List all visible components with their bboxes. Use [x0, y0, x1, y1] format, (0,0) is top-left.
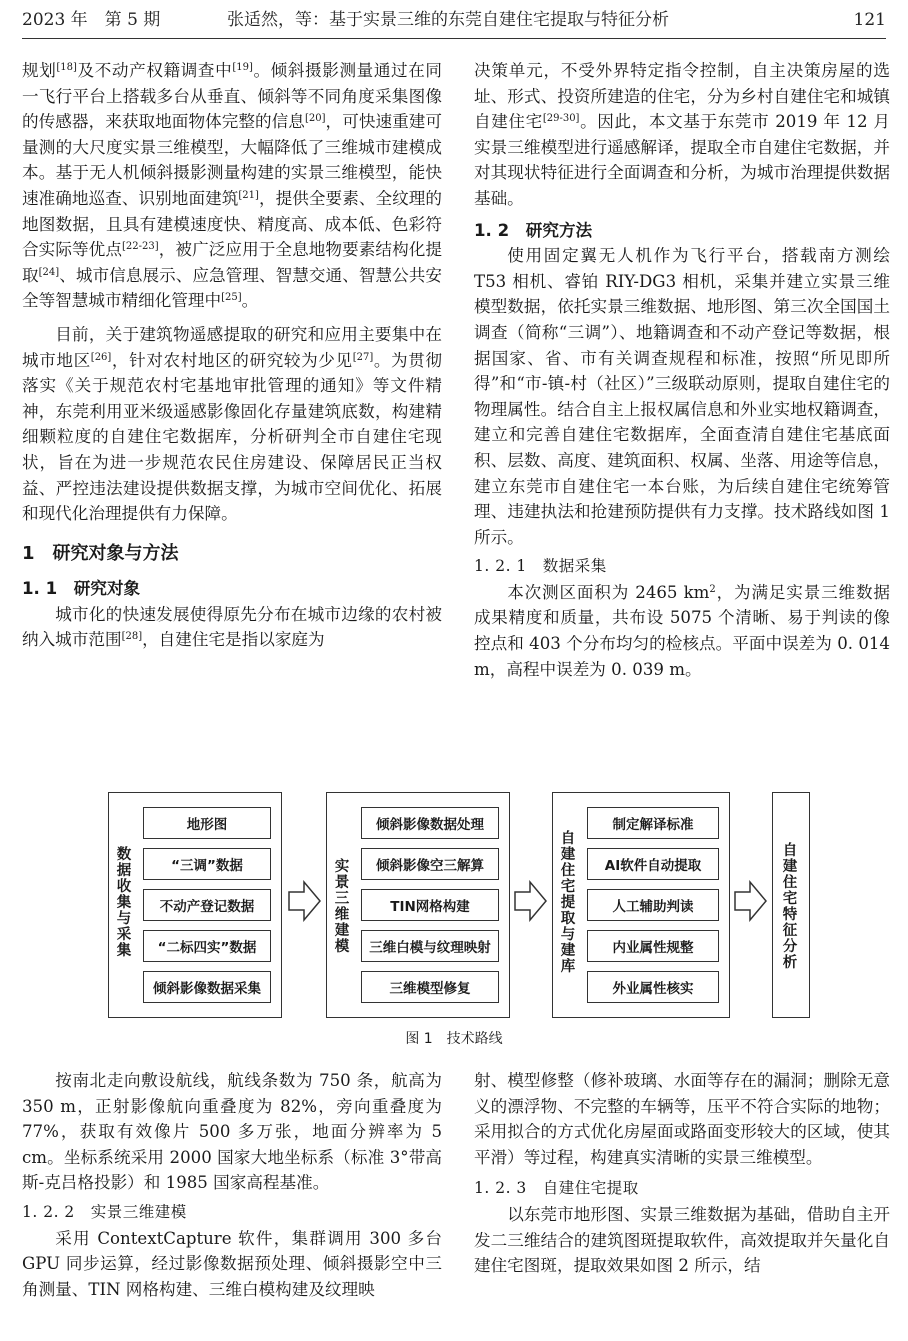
fig-box-office-attribute: 内业属性规整 [587, 930, 719, 962]
citation: [29-30] [542, 113, 580, 125]
left-column-top [22, 58, 442, 653]
section-heading-1-2: 1. 2 研究方法 [474, 220, 593, 240]
section-heading-1-2-1: 1. 2. 1 数据采集 [474, 557, 607, 576]
section-heading-1-1: 1. 1 研究对象 [22, 579, 141, 599]
fig-box-two-marks-four-facts: “二标四实”数据 [143, 930, 271, 962]
superscript-2: 2 [709, 583, 716, 595]
paragraph-current-research: 目前，关于建筑物遥感提取的研究和应用主要集中在城市地区[26]，针对农村地区的研究较为少见[27]。为贯彻落实《关于规范农村宅基地审批管理的通知》等文件精神，东莞利用亚米级遥感影像固化存量建筑底数，构建精细颗粒度的自建住宅数据库，分析研判全市自建住宅现状，旨在为进一步规范农民住房建设、保障居民正当权益、严控违法建设提供数据支撑，为城市空间优化、拓展和现代化治理提供有力保障。 [22, 324, 443, 524]
fig-group-data-collection [108, 792, 282, 1018]
fig-group-label: 自建住宅提取与建库 [560, 831, 576, 975]
citation: [22-23] [122, 241, 159, 253]
fig-arrow-3 [734, 880, 768, 922]
citation: [27] [352, 351, 374, 363]
fig-group-label: 实景三维建模 [334, 859, 350, 955]
citation: [26] [90, 351, 112, 363]
journal-issue: 2023 年 第 5 期 [22, 10, 161, 30]
fig-box-model-repair: 三维模型修复 [361, 971, 499, 1003]
paragraph-oblique-photography: 规划[18]及不动产权籍调查中[19]。倾斜摄影测量通过在同一飞行平台上搭载多台从垂直、倾斜等不同角度采集图像的传感器，来获取地面物体完整的信息[20]，可快速重建可量测的大尺度实景三维模型，大幅降低了三维城市建模成本。基于无人机倾斜摄影测量构建的实景三维模型，能快速准确地巡查、识别地面建筑[21]，提供全要素、全纹理的地图数据，且具有建模速度快、精度高、成本低、色彩符合实际等优点[22-23]，被广泛应用于全息地物要素结构化提取[24]、城市信息展示、应急管理、智慧交通、智慧公共安全等智慧城市精细化管理中[25]。 [22, 61, 443, 311]
header-rule [22, 38, 886, 39]
page-number: 121 [853, 10, 886, 30]
paragraph-data-collection: 本次测区面积为 2465 $km^2$，为满足实景三维数据成果精度和质量，共布设 5075 个清晰、易于判读的像控点和 403 个分布均匀的检核点。平面中误差为 0. 014 m，高程中误差为 0. 039 m。 [474, 582, 891, 679]
fig-box-aerial-triangulation: 倾斜影像空三解算 [361, 848, 499, 880]
fig-group-extraction-database [552, 792, 730, 1018]
paragraph-model-refinement: 射、模型修整（修补玻璃、水面等存在的漏洞；删除无意义的漂浮物、不完整的车辆等，压平不符合实际的地物；采用拟合的方式优化房屋面或路面变形较大的区域，使其平滑）等过程，构建真实清晰的实景三维模型。 [474, 1071, 890, 1167]
fig-box-tin-mesh: TIN网格构建 [361, 889, 499, 921]
paragraph-self-built-definition: 决策单元，不受外界特定指令控制，自主决策房屋的选址、形式、投资所建造的住宅，分为乡村自建住宅和城镇自建住宅[29-30]。因此，本文基于东莞市 2019 年 12 月实景三维模型进行遥感解译，提取全市自建住宅数据，并对其现状特征进行全面调查和分析，为城市治理提供数据基础。 [474, 61, 891, 208]
citation: [18] [56, 62, 77, 73]
fig-box-image-processing: 倾斜影像数据处理 [361, 807, 499, 839]
fig-box-interpretation-standard: 制定解译标准 [587, 807, 719, 839]
fig-box-third-survey: “三调”数据 [143, 848, 271, 880]
fig-arrow-2 [514, 880, 548, 922]
paragraph-3d-modeling: 采用 ContextCapture 软件，集群调用 300 多台 GPU 同步运算，经过影像数据预处理、倾斜摄影空中三角测量、TIN 网格构建、三维白模构建及纹理映 [22, 1228, 442, 1299]
paragraph-research-object: 城市化的快速发展使得原先分布在城市边缘的农村被纳入城市范围[28]，自建住宅是指以家庭为 [22, 604, 442, 650]
fig-arrow-1 [288, 880, 322, 922]
fig-box-oblique-image-capture: 倾斜影像数据采集 [143, 971, 271, 1003]
citation: [20] [304, 113, 326, 125]
fig-box-real-estate-registration: 不动产登记数据 [143, 889, 271, 921]
citation: [19] [232, 62, 253, 73]
figure-caption: 图 1 技术路线 [405, 1031, 503, 1047]
fig-box-ai-extraction: AI软件自动提取 [587, 848, 719, 880]
fig-group-feature-analysis [772, 792, 810, 1018]
right-column-bottom [474, 1068, 890, 1279]
fig-group-label: 数据收集与采集 [116, 847, 132, 959]
running-title: 张适然，等：基于实景三维的东莞自建住宅提取与特征分析 [227, 10, 669, 30]
fig-box-manual-interpretation: 人工辅助判读 [587, 889, 719, 921]
right-column-top [474, 58, 890, 682]
citation: [24] [38, 266, 60, 278]
paragraph-extraction: 以东莞市地形图、实景三维数据为基础，借助自主开发二三维结合的建筑图斑提取软件，高效提取并矢量化自建住宅图斑，提取效果如图 2 所示，结 [474, 1204, 890, 1276]
fig-box-field-verification: 外业属性核实 [587, 971, 719, 1003]
fig-group-3d-modeling [326, 792, 510, 1018]
section-heading-1-2-3: 1. 2. 3 自建住宅提取 [474, 1179, 639, 1198]
citation: [21] [238, 189, 259, 201]
running-header [22, 4, 886, 36]
left-column-bottom [22, 1068, 442, 1302]
section-heading-1-2-2: 1. 2. 2 实景三维建模 [22, 1202, 187, 1221]
citation: [25] [221, 292, 242, 304]
fig-box-topographic-map: 地形图 [143, 807, 271, 839]
paragraph-flight-parameters: 按南北走向敷设航线，航线条数为 750 条，航高为 350 m，正射影像航向重叠度为 82%，旁向重叠度为 77%，获取有效像片 500 多万张，地面分辨率为 5 cm。坐标系统采用 2000 国家大地坐标系（标准 3°带高斯-克吕格投影）和 1985 国家高程基准。 [22, 1071, 442, 1193]
section-heading-1: 1 研究对象与方法 [22, 542, 179, 564]
fig-group-label: 自建住宅特征分析 [782, 843, 798, 971]
fig-box-white-model-texture: 三维白模与纹理映射 [361, 930, 499, 962]
citation: [28] [121, 631, 143, 643]
paragraph-research-method: 使用固定翼无人机作为飞行平台，搭载南方测绘 T53 相机、睿铂 RIY-DG3 相机，采集并建立实景三维模型数据，依托实景三维数据、地形图、第三次全国国土调查（简称“三调”）、地籍调查和不动产登记等数据，根据国家、省、市有关调查规程和标准，按照“所见即所得”和“市-镇-村（社区）”三级联动原则，提取自建住宅的物理属性。结合自主上报权属信息和外业实地权籍调查，建立和完善自建住宅数据库，全面查清自建住宅基底面积、层数、高度、建筑面积、权属、坐落、用途等信息，建立东莞市自建住宅一本台账，为后续自建住宅统筹管理、违建执法和抢建预防提供有力支撑。技术路线如图 1 所示。 [474, 246, 890, 547]
